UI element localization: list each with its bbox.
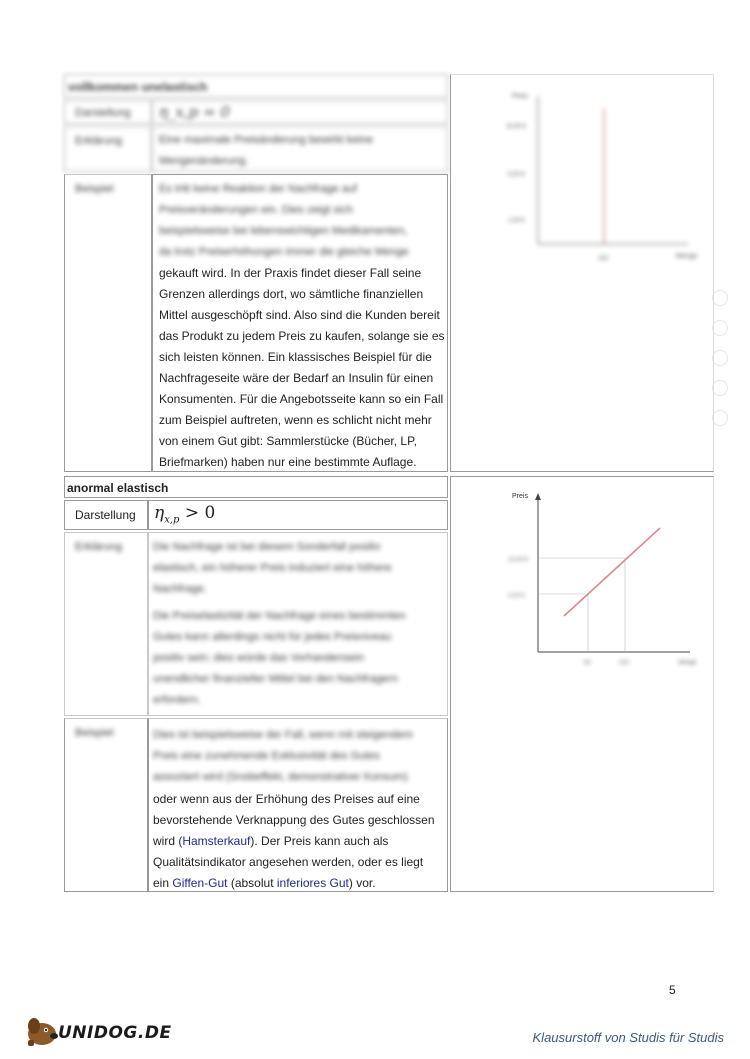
section2-title: anormal elastisch <box>67 481 169 495</box>
chart2-ytick: 5,00 € <box>508 593 525 599</box>
chart2-ytick: 10,00 € <box>508 557 529 563</box>
beispiel-line: Briefmarken) haben nur eine bestimmte Auflage. <box>159 455 417 469</box>
formula-comparison: > 0 <box>179 503 216 523</box>
erklaerung-label: Erklärung <box>75 541 123 553</box>
beispiel-line: das Produkt zu jedem Preis zu kaufen, solange sie es <box>159 329 445 343</box>
chart2-xtick: 80 <box>584 660 591 666</box>
beispiel-line: Grenzen allerdings dort, wo sämtliche finanziellen <box>159 287 424 301</box>
inferiores-gut-link[interactable]: inferiores Gut <box>276 876 349 890</box>
darstellung-label: Darstellung <box>75 508 136 522</box>
chart2-xtick: 100 <box>619 660 630 666</box>
beispiel-blurred-block <box>159 179 408 263</box>
beispiel-blurred-line: Es tritt keine Reaktion der Nachfrage auf <box>159 183 358 195</box>
line-text: wird ( <box>153 834 183 848</box>
section1-title-cell <box>64 74 448 98</box>
beispiel-blurred-line: Preisveränderungen ein. Dies zeigt sich <box>159 204 353 216</box>
watermark-circle <box>712 410 728 426</box>
watermark-circle <box>712 290 728 306</box>
watermark-circle <box>712 350 728 366</box>
erklaerung-block <box>153 537 406 711</box>
erklaerung-line: unendlicher finanzieller Mittel bei den Nachfragern <box>153 673 398 685</box>
chart2-y-arrow <box>535 493 541 500</box>
beispiel-line <box>153 873 435 894</box>
formula-eta: η <box>154 503 165 523</box>
section1-darstellung-label-cell <box>64 100 152 124</box>
section2-beispiel-label-cell <box>64 718 148 892</box>
section1-beispiel-label-cell <box>64 174 152 472</box>
line-text: ). Der Preis kann auch als <box>250 834 389 848</box>
beispiel-line: von einem Gut gibt: Sammlerstücke (Bücher, LP, <box>159 434 417 448</box>
section2-formula-cell <box>148 500 448 530</box>
chart1-ytick: 1,00 € <box>508 218 525 224</box>
erklaerung-text: Eine maximale Preisänderung bewirkt keine Mengenänderung. <box>159 134 373 167</box>
page-number: 5 <box>669 983 676 997</box>
watermark-circle <box>712 380 728 396</box>
chart2-demand-line <box>564 528 660 616</box>
beispiel-line: bevorstehende Verknappung des Gutes geschlossen <box>153 813 435 827</box>
section2-beispiel-cell <box>148 718 448 892</box>
beispiel-blurred-line: beispielsweise bei lebenswichtigen Medikamenten, <box>159 225 408 237</box>
chart2-xlabel: Menge <box>678 660 697 666</box>
chart1-ylabel: Preis <box>512 93 528 100</box>
beispiel-line: zum Beispiel auftreten, wenn es schlicht nicht mehr <box>159 413 432 427</box>
formula-subscript: x,p <box>164 514 180 526</box>
footer-slogan: Klausurstoff von Studis für Studis <box>532 1030 724 1045</box>
beispiel-line: oder wenn aus der Erhöhung des Preises auf eine <box>153 792 420 806</box>
beispiel-label: Beispiel <box>75 183 114 195</box>
chart1-xtick: 100 <box>598 256 609 262</box>
beispiel-text <box>159 263 445 473</box>
beispiel-line: Mittel ausgeschöpft sind. Also sind die Kunden bereit <box>159 308 440 322</box>
formula: η_x,p = 0 <box>159 103 230 121</box>
erklaerung-line: erfordern. <box>153 694 201 706</box>
section2-darstellung-label-cell <box>64 500 148 530</box>
section1-erklaerung-label-cell <box>64 126 152 172</box>
beispiel-blurred-line: assoziiert wird (Snobeffekt, demonstrativer Konsum) <box>153 771 408 783</box>
chart1 <box>500 86 700 266</box>
erklaerung-line: Die Preiselastizität der Nachfrage eines bestimmten <box>153 610 406 622</box>
erklaerung-line: Nachfrage. <box>153 583 207 595</box>
erklaerung-line: Gutes kann allerdings nicht für jedes Preisniveau <box>153 631 392 643</box>
line-text: ein <box>153 876 173 890</box>
section1-title: vollkommen unelastisch <box>68 80 208 94</box>
erklaerung-line: Die Nachfrage ist bei diesem Sonderfall positiv <box>153 541 381 553</box>
logo-text: UNIDOG.DE <box>58 1023 172 1043</box>
line-text: (absolut <box>227 876 277 890</box>
beispiel-text <box>153 789 435 894</box>
section1-formula-cell <box>152 100 448 124</box>
chart1-ytick: 10,00 € <box>506 124 527 130</box>
darstellung-label: Darstellung <box>75 107 131 119</box>
section1-erklaerung-cell <box>152 126 448 172</box>
section1-beispiel-cell <box>152 174 448 472</box>
beispiel-blurred-line: da trotz Preiserhöhungen immer die gleiche Menge <box>159 246 409 258</box>
beispiel-label: Beispiel <box>75 727 114 739</box>
watermark-circle <box>712 320 728 336</box>
chart1-svg <box>500 86 700 266</box>
formula <box>154 503 215 525</box>
dog-mascot-icon <box>22 1012 62 1048</box>
beispiel-blurred-line: Dies ist beispielsweise der Fall, wenn mit steigendem <box>153 729 413 741</box>
chart1-xlabel: Menge <box>676 253 698 260</box>
chart2-ylabel: Preis <box>512 493 528 500</box>
beispiel-blurred-line: Preis eine zunehmende Exklusivität des Gutes <box>153 750 380 762</box>
line-text: ) vor. <box>348 876 376 890</box>
chart2 <box>500 486 700 671</box>
section2-erklaerung-cell <box>148 532 448 716</box>
hamsterkauf-link[interactable]: Hamsterkauf <box>182 834 251 848</box>
beispiel-line <box>153 831 435 852</box>
erklaerung-line: elastisch, ein höherer Preis induziert eine höhere <box>153 562 392 574</box>
section2-title-cell <box>64 476 448 498</box>
beispiel-line: Nachfrageseite wäre der Bedarf an Insulin für einen <box>159 371 434 385</box>
beispiel-blurred-block <box>153 725 413 788</box>
section2-erklaerung-label-cell <box>64 532 148 716</box>
beispiel-line: sich leisten können. Ein klassisches Beispiel für die <box>159 350 432 364</box>
chart1-ytick: 5,00 € <box>508 172 525 178</box>
erklaerung-line: positiv sein; dies würde das Vorhandensein <box>153 652 364 664</box>
beispiel-line: Konsumenten. Für die Angebotsseite kann so ein Fall <box>159 392 444 406</box>
erklaerung-label: Erklärung <box>75 135 123 147</box>
beispiel-line: gekauft wird. In der Praxis findet dieser Fall seine <box>159 266 422 280</box>
beispiel-line: Qualitätsindikator angesehen werden, oder es liegt <box>153 855 424 869</box>
chart2-svg <box>500 486 700 671</box>
giffen-gut-link[interactable]: Giffen-Gut <box>172 876 228 890</box>
